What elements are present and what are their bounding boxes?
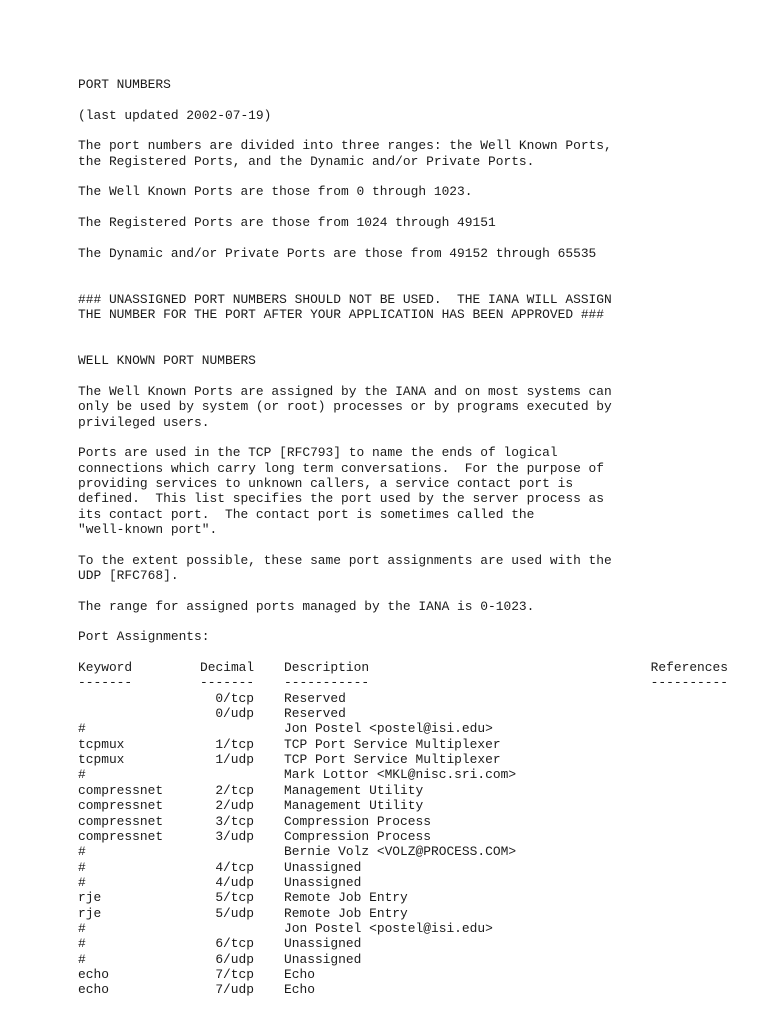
- tcp-para-line: its contact port. The contact port is sometimes called the: [78, 506, 535, 522]
- underline-decimal: -------: [200, 675, 255, 691]
- spacer: [78, 200, 738, 215]
- tcp-para-line: "well-known port".: [78, 521, 218, 537]
- spacer: [78, 123, 738, 138]
- row-decimal: 7/udp: [215, 982, 254, 998]
- spacer: [78, 430, 738, 445]
- row-keyword: #: [78, 859, 86, 875]
- assigned-para-line: privileged users.: [78, 414, 210, 430]
- row-decimal: 4/udp: [215, 874, 254, 890]
- table-row: [78, 875, 738, 890]
- row-description: Jon Postel <postel@isi.edu>: [284, 920, 493, 936]
- header-keyword: Keyword: [78, 660, 133, 676]
- section-heading: WELL KNOWN PORT NUMBERS: [78, 353, 256, 369]
- spacer: [78, 338, 738, 353]
- underline-keyword: -------: [78, 675, 133, 691]
- table-row: [78, 767, 738, 782]
- document-page: [78, 77, 738, 998]
- well-known-range: The Well Known Ports are those from 0 through 1023.: [78, 184, 473, 200]
- row-description: Unassigned: [284, 874, 362, 890]
- header-references: References: [650, 660, 728, 676]
- row-keyword: tcpmux: [78, 752, 125, 768]
- row-description: Jon Postel <postel@isi.edu>: [284, 721, 493, 737]
- row-decimal: 3/udp: [215, 828, 254, 844]
- table-row: [78, 844, 738, 859]
- spacer: [78, 261, 738, 276]
- table-row: [78, 798, 738, 813]
- udp-para-line: UDP [RFC768].: [78, 568, 179, 583]
- dynamic-range: The Dynamic and/or Private Ports are those from 49152 through 65535: [78, 245, 597, 261]
- spacer: [78, 614, 738, 629]
- table-row: [78, 952, 738, 967]
- table-row: [78, 706, 738, 721]
- row-keyword: tcpmux: [78, 736, 125, 752]
- intro-line: the Registered Ports, and the Dynamic and/or Private Ports.: [78, 153, 535, 169]
- tcp-para-line: connections which carry long term conversations. For the purpose of: [78, 460, 605, 476]
- warning-line: ### UNASSIGNED PORT NUMBERS SHOULD NOT BE USED. THE IANA WILL ASSIGN: [78, 291, 612, 307]
- spacer: [78, 583, 738, 598]
- row-description: Reserved: [284, 690, 346, 706]
- row-keyword: compressnet: [78, 828, 164, 844]
- spacer: [78, 645, 738, 660]
- row-description: Unassigned: [284, 859, 362, 875]
- spacer: [78, 92, 738, 107]
- assignments-label: Port Assignments:: [78, 629, 210, 645]
- tcp-para-line: Ports are used in the TCP [RFC793] to name the ends of logical: [78, 445, 558, 461]
- row-description: Remote Job Entry: [284, 905, 408, 921]
- row-description: Bernie Volz <VOLZ@PROCESS.COM>: [284, 844, 517, 860]
- udp-para-line: To the extent possible, these same port assignments are used with the: [78, 552, 612, 568]
- row-description: Mark Lottor <MKL@nisc.sri.com>: [284, 767, 517, 783]
- row-description: Echo: [284, 982, 315, 998]
- row-keyword: #: [78, 936, 86, 952]
- table-row: [78, 890, 738, 905]
- row-keyword: compressnet: [78, 813, 164, 829]
- row-description: TCP Port Service Multiplexer: [284, 736, 501, 752]
- row-keyword: compressnet: [78, 798, 164, 814]
- table-row: [78, 691, 738, 706]
- table-row: [78, 814, 738, 829]
- table-row: [78, 737, 738, 752]
- table-row: [78, 783, 738, 798]
- row-description: Management Utility: [284, 798, 424, 814]
- row-description: Unassigned: [284, 951, 362, 967]
- row-keyword: #: [78, 951, 86, 967]
- row-keyword: #: [78, 767, 86, 783]
- table-row: [78, 906, 738, 921]
- assigned-para-line: only be used by system (or root) processes or by programs executed by: [78, 399, 612, 415]
- row-decimal: 5/tcp: [215, 890, 254, 906]
- underline-description: -----------: [284, 675, 370, 691]
- underline-references: ----------: [650, 675, 728, 691]
- row-decimal: 5/udp: [215, 905, 254, 921]
- spacer: [78, 323, 738, 338]
- registered-range: The Registered Ports are those from 1024 through 49151: [78, 215, 496, 231]
- row-description: Reserved: [284, 706, 346, 722]
- row-keyword: echo: [78, 982, 109, 998]
- spacer: [78, 369, 738, 384]
- table-header-row: [78, 660, 738, 675]
- row-decimal: 6/udp: [215, 951, 254, 967]
- spacer: [78, 537, 738, 552]
- row-keyword: echo: [78, 966, 109, 982]
- header-description: Description: [284, 660, 370, 676]
- row-description: Management Utility: [284, 782, 424, 798]
- row-description: TCP Port Service Multiplexer: [284, 752, 501, 768]
- tcp-para-line: providing services to unknown callers, a service contact port is: [78, 475, 574, 491]
- table-row: [78, 721, 738, 736]
- row-decimal: 7/tcp: [215, 966, 254, 982]
- row-keyword: #: [78, 920, 86, 936]
- row-decimal: 0/tcp: [215, 690, 254, 706]
- spacer: [78, 276, 738, 291]
- row-decimal: 4/tcp: [215, 859, 254, 875]
- range-note: The range for assigned ports managed by the IANA is 0-1023.: [78, 598, 535, 614]
- row-decimal: 0/udp: [215, 706, 254, 722]
- table-header-underline: [78, 675, 738, 690]
- header-decimal: Decimal: [200, 660, 255, 676]
- table-row: [78, 860, 738, 875]
- row-keyword: compressnet: [78, 782, 164, 798]
- table-row: [78, 752, 738, 767]
- table-body: [78, 691, 738, 998]
- row-decimal: 1/udp: [215, 752, 254, 768]
- table-row: [78, 967, 738, 982]
- assigned-para-line: The Well Known Ports are assigned by the IANA and on most systems can: [78, 383, 612, 399]
- row-decimal: 6/tcp: [215, 936, 254, 952]
- spacer: [78, 230, 738, 245]
- row-keyword: #: [78, 721, 86, 737]
- row-description: Echo: [284, 966, 315, 982]
- row-description: Compression Process: [284, 813, 431, 829]
- table-row: [78, 982, 738, 997]
- row-keyword: #: [78, 874, 86, 890]
- row-decimal: 2/udp: [215, 798, 254, 814]
- doc-title: PORT NUMBERS: [78, 77, 171, 92]
- intro-line: The port numbers are divided into three ranges: the Well Known Ports,: [78, 138, 612, 154]
- warning-line: THE NUMBER FOR THE PORT AFTER YOUR APPLICATION HAS BEEN APPROVED ###: [78, 307, 605, 323]
- row-decimal: 1/tcp: [215, 736, 254, 752]
- row-keyword: #: [78, 844, 86, 860]
- row-description: Remote Job Entry: [284, 890, 408, 906]
- row-decimal: 2/tcp: [215, 782, 254, 798]
- row-keyword: rje: [78, 905, 102, 921]
- spacer: [78, 169, 738, 184]
- table-row: [78, 829, 738, 844]
- row-description: Unassigned: [284, 936, 362, 952]
- table-row: [78, 921, 738, 936]
- table-row: [78, 936, 738, 951]
- tcp-para-line: defined. This list specifies the port used by the server process as: [78, 491, 605, 507]
- last-updated: (last updated 2002-07-19): [78, 107, 272, 123]
- row-decimal: 3/tcp: [215, 813, 254, 829]
- row-description: Compression Process: [284, 828, 431, 844]
- row-keyword: rje: [78, 890, 102, 906]
